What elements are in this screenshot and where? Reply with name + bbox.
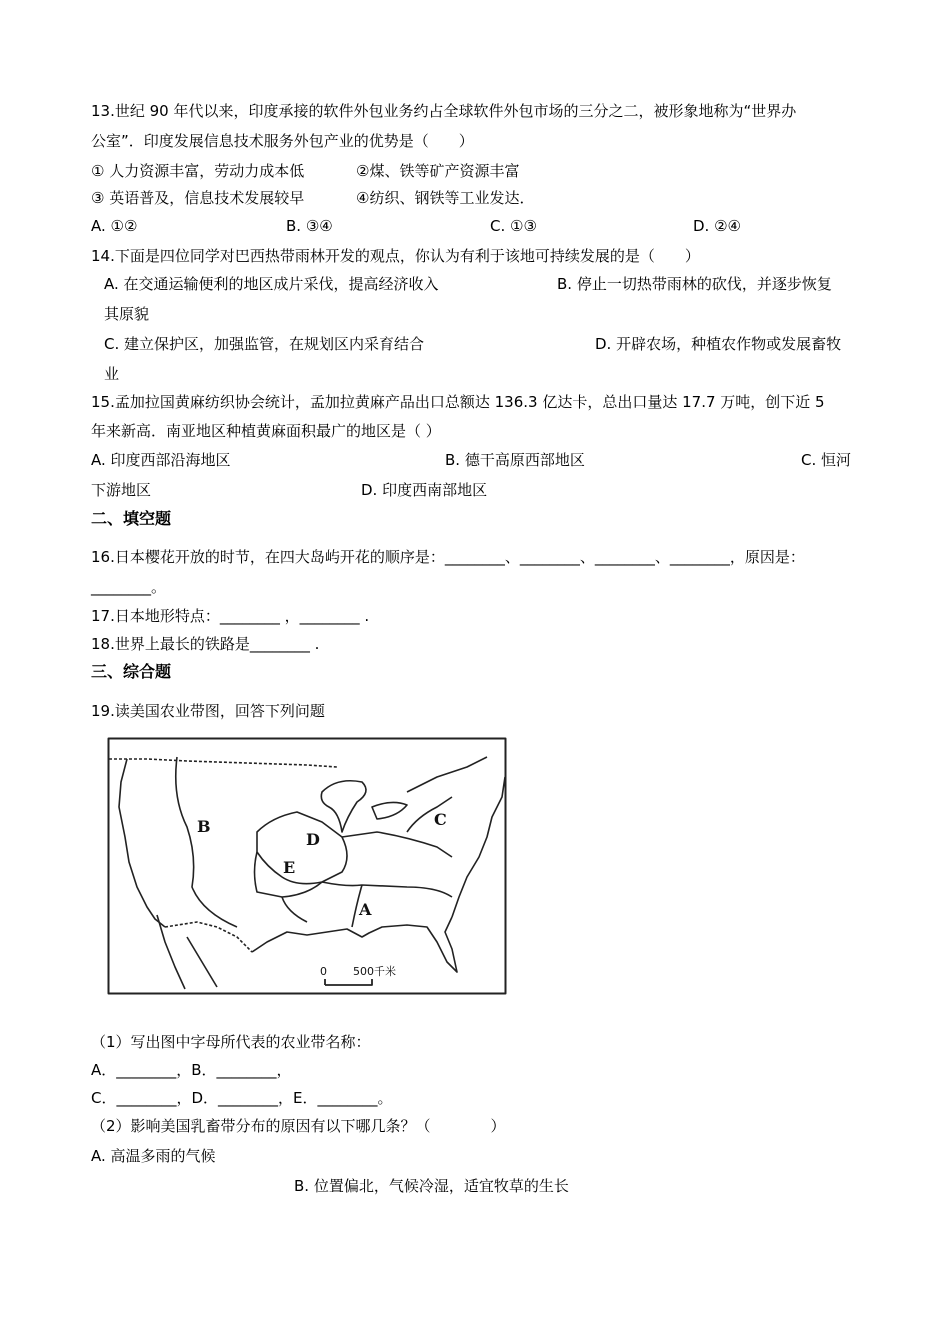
map-scale-label: 500千米 xyxy=(353,965,396,978)
map-east-coast xyxy=(452,777,505,917)
q15-option-b: B. 德干高原西部地区 xyxy=(445,451,585,469)
q13-stem-line1: 13.世纪 90 年代以来，印度承接的软件外包业务约占全球软件外包市场的三分之二，被形象地称为“世界办 xyxy=(91,102,797,120)
map-gulf-coast xyxy=(252,917,457,972)
map-label-c: C xyxy=(434,810,447,829)
map-scale-bar xyxy=(325,979,372,985)
section-heading-comprehensive: 三、综合题 xyxy=(91,662,172,681)
belt-boundary-corn xyxy=(342,832,452,857)
q16-stem-line1: 16.日本樱花开放的时节，在四大岛屿开花的顺序是：________、________、________、________，原因是： xyxy=(91,548,805,566)
q13-option-d: D. ②④ xyxy=(693,217,741,235)
q13-statement-1: ① 人力资源丰富，劳动力成本低 xyxy=(91,162,305,180)
usa-agriculture-map xyxy=(107,737,507,995)
q19-part2-stem: （2）影响美国乳畜带分布的原因有以下哪几条？（ ） xyxy=(91,1117,506,1135)
q14-option-c: C. 建立保护区，加强监管，在规划区内采育结合 xyxy=(104,335,425,353)
map-north-border xyxy=(109,759,337,767)
q13-option-b: B. ③④ xyxy=(286,217,333,235)
q13-option-a: A. ①② xyxy=(91,217,138,235)
q15-stem-line2: 年来新高．南亚地区种植黄麻面积最广的地区是（ ） xyxy=(91,422,441,440)
q13-statement-2: ②煤、铁等矿产资源丰富 xyxy=(356,162,520,180)
q19-part1-cde: C．________，D．________，E．________。 xyxy=(91,1089,393,1107)
q14-option-a: A. 在交通运输便利的地区成片采伐，提高经济收入 xyxy=(104,275,439,293)
q18-stem: 18.世界上最长的铁路是________ . xyxy=(91,635,320,653)
map-label-b: B xyxy=(197,817,211,836)
q15-stem-line1: 15.孟加拉国黄麻纺织协会统计，孟加拉黄麻产品出口总额达 136.3 亿达卡，总出口量达 17.7 万吨，创下近 5 xyxy=(91,393,825,411)
map-label-e: E xyxy=(283,858,296,877)
belt-boundary-b xyxy=(176,757,237,927)
q13-statement-4: ④纺织、钢铁等工业发达． xyxy=(356,189,535,207)
map-lake-erie xyxy=(372,802,407,819)
belt-boundary-d xyxy=(257,812,347,884)
map-label-a: A xyxy=(359,900,372,919)
map-label-d: D xyxy=(306,830,320,849)
q19-stem: 19.读美国农业带图，回答下列问题 xyxy=(91,702,325,720)
map-st-lawrence xyxy=(407,757,487,792)
q14-option-b-line2: 其原貌 xyxy=(104,305,150,323)
q13-statement-3: ③ 英语普及，信息技术发展较早 xyxy=(91,189,305,207)
q16-stem-line2: ________。 xyxy=(91,578,167,596)
q14-option-b-line1: B. 停止一切热带雨林的砍伐，并逐步恢复 xyxy=(557,275,832,293)
q19-part1-stem: （1）写出图中字母所代表的农业带名称： xyxy=(91,1033,371,1051)
q15-option-c-line2: 下游地区 xyxy=(91,481,152,499)
q19-option-a: A. 高温多雨的气候 xyxy=(91,1147,216,1165)
q14-option-d-line1: D. 开辟农场，种植农作物或发展畜牧 xyxy=(595,335,842,353)
section-heading-fill-in: 二、填空题 xyxy=(91,509,172,528)
q19-part1-ab: A．________，B．________， xyxy=(91,1061,292,1079)
q13-stem-line2: 公室”．印度发展信息技术服务外包产业的优势是（ ） xyxy=(91,132,474,150)
q15-option-c-line1: C. 恒河 xyxy=(801,451,852,469)
q14-stem: 14.下面是四位同学对巴西热带雨林开发的观点，你认为有利于该地可持续发展的是（ ） xyxy=(91,247,700,265)
q15-option-a: A. 印度西部沿海地区 xyxy=(91,451,231,469)
q17-stem: 17.日本地形特点：________ ，________ . xyxy=(91,607,370,625)
map-mexico-coast xyxy=(187,937,217,987)
map-great-lakes xyxy=(321,781,366,832)
map-scale-zero: 0 xyxy=(320,965,327,978)
q19-option-b: B. 位置偏北，气候冷湿，适宜牧草的生长 xyxy=(294,1177,569,1195)
map-frame xyxy=(109,739,506,994)
map-south-border xyxy=(165,922,252,952)
q15-option-d: D. 印度西南部地区 xyxy=(361,481,488,499)
q14-option-d-line2: 业 xyxy=(104,365,120,383)
map-west-coast xyxy=(119,759,165,927)
q13-option-c: C. ①③ xyxy=(490,217,537,235)
